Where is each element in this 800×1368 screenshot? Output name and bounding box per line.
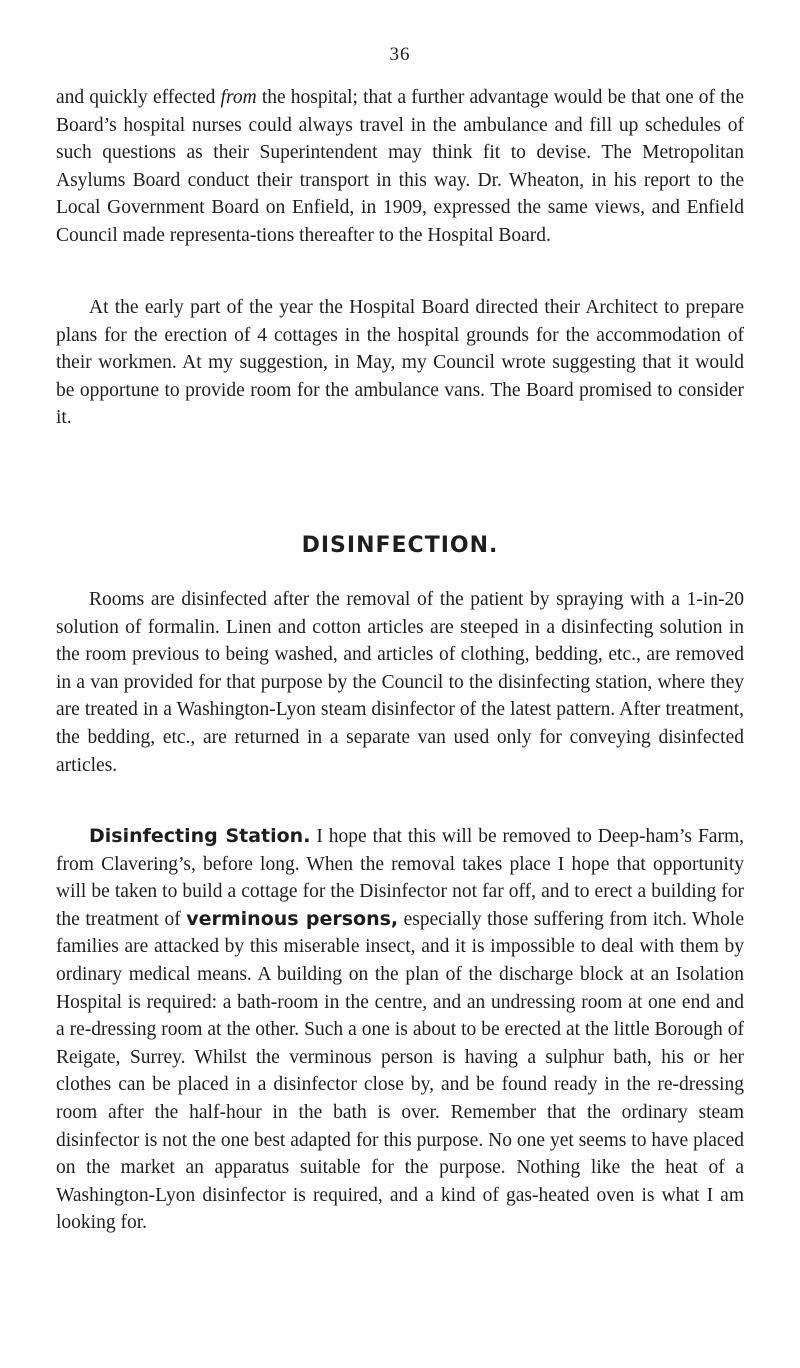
italic-text: from — [220, 87, 257, 108]
run-in-heading: Disinfecting Station. — [89, 825, 311, 847]
paragraph-ambulance-nurses — [56, 84, 744, 250]
paragraph-text: I hope that this will be removed to Deep-ham’s Farm, from Clavering’s, before long. When the removal takes place I hope that opportunity will be taken to build a cottage for the Disinfector not far off, and to erect a building for the treatment of — [56, 826, 744, 930]
section-heading-disinfection: DISINFECTION. — [301, 533, 499, 558]
page-number: 36 — [389, 44, 411, 65]
paragraph-disinfecting-station — [56, 823, 744, 1237]
paragraph-hospital-board: At the early part of the year the Hospital Board directed their Architect to prepare plans for the erection of 4 cottages in the hospital grounds for the accommodation of their workmen. At my suggestion, in May, my Council wrote suggesting that it would be opportune to provide room for the ambulance vans. The Board promised to consider it. — [56, 297, 744, 429]
paragraph-text: especially those suffering from itch. Whole families are attacked by this miserable insect, and it is impossible to deal with them by ordinary medical means. A building on the plan of the discharge block at an Isolation Hospital is required: a bath-room in the centre, and an undressing room at one end and a re-dressing room at the other. Such a one is about to be erected at the little Borough of Reigate, Surrey. Whilst the verminous person is having a sulphur bath, his or her clothes can be placed in a disinfector close by, and be found ready in the re-dressing room after the half-hour in the bath is over. Remember that the ordinary steam disinfector is not the one best adapted for this purpose. No one yet seems to have placed on the market an apparatus suitable for the purpose. Nothing like the heat of a Washington-Lyon disinfector is required, and a kind of gas-heated oven is what I am looking for. — [56, 908, 744, 1234]
bold-phrase: verminous persons, — [186, 907, 399, 930]
paragraph-text: the hospital; that a further advantage would be that one of the Board’s hospital nurses could always travel in the ambulance and fill up schedules of such questions as their Superintendent may think fit to devise. The Metropolitan Asylums Board conduct their transport in this way. Dr. Wheaton, in his report to the Local Government Board on Enfield, in 1909, expressed the same views, and Enfield Council made representa-tions thereafter to the Hospital Board. — [56, 87, 745, 246]
paragraph-text: and quickly effected — [56, 87, 216, 108]
paragraph-disinfection-procedure: Rooms are disinfected after the removal of the patient by spraying with a 1-in-20 solution of formalin. Linen and cotton articles are steeped in a disinfecting solution in the room previous to being washed, and articles of clothing, bedding, etc., are removed in a van provided for that purpose by the Council to the disinfecting station, where they are treated in a Washington-Lyon steam disinfector of the latest pattern. After treatment, the bedding, etc., are returned in a separate van used only for conveying disinfected articles. — [56, 589, 744, 776]
